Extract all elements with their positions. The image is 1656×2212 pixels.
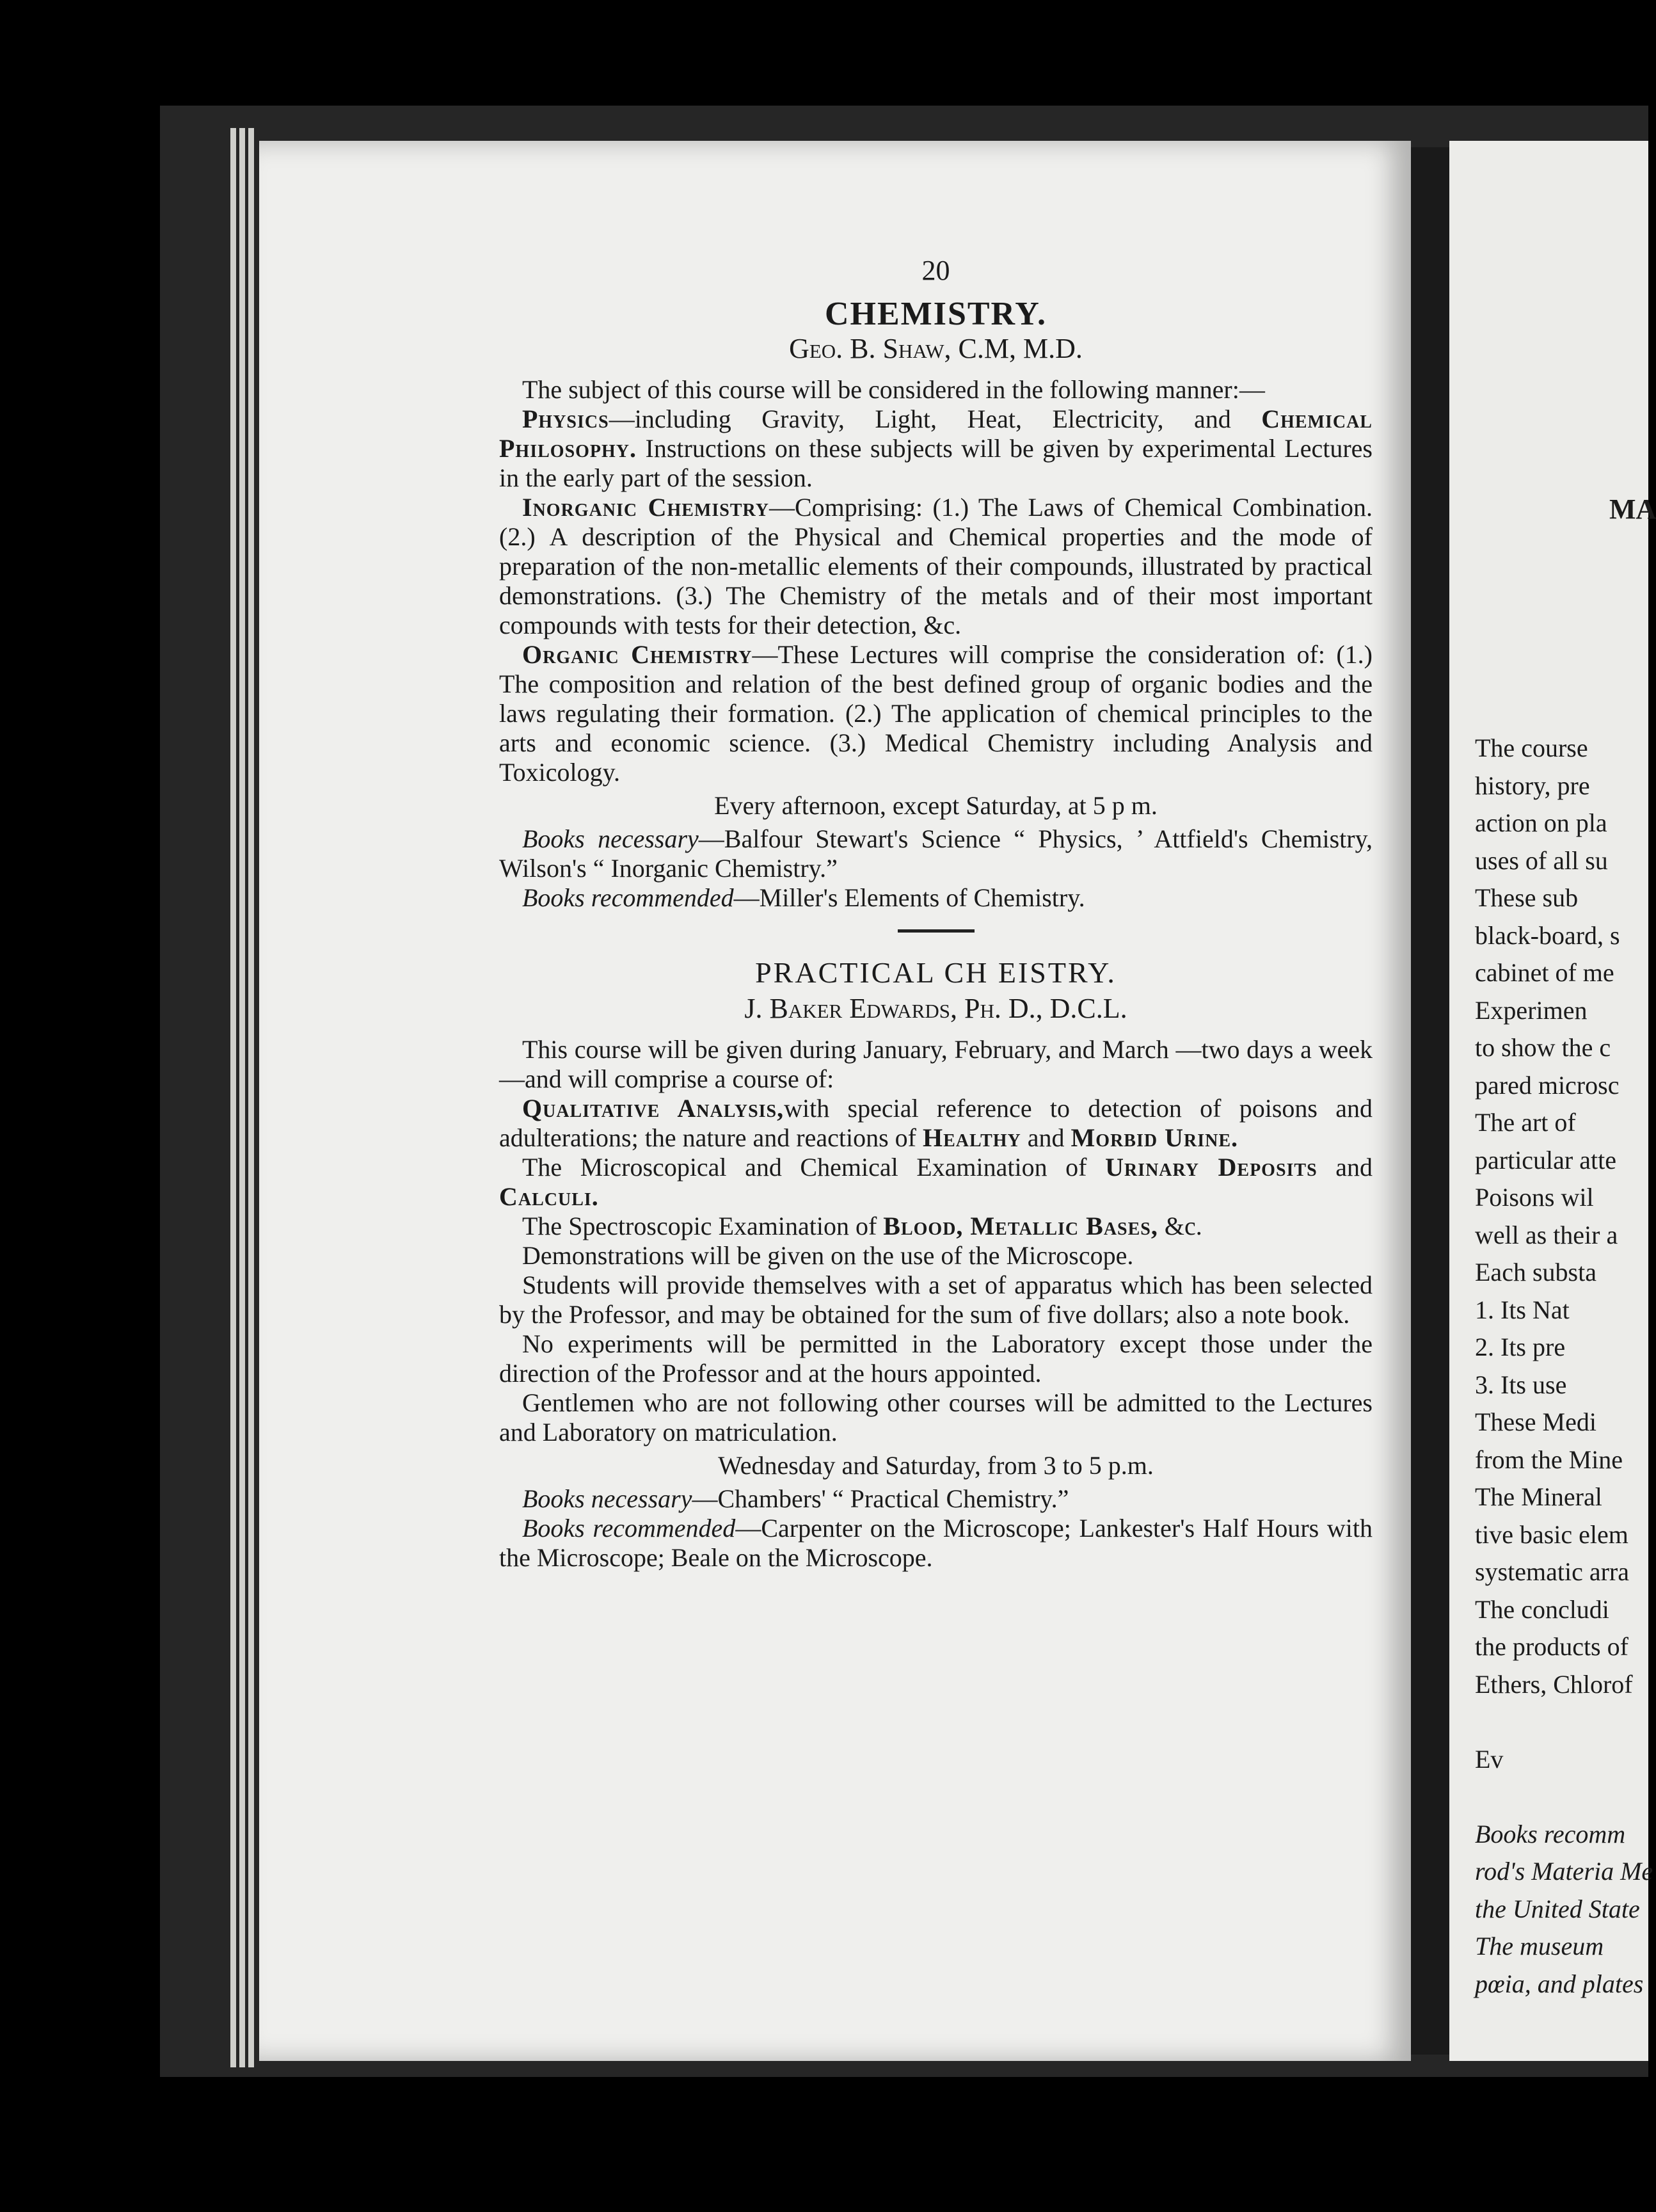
- organic-paragraph: [499, 640, 1373, 787]
- right-page-line: Each substa: [1475, 1258, 1596, 1286]
- right-page-line: Poisons wil: [1475, 1183, 1594, 1212]
- right-page-line: The art of: [1475, 1108, 1576, 1137]
- chemistry-schedule: Every afternoon, except Saturday, at 5 p m.: [714, 791, 1158, 820]
- qualitative-text: with special reference to detection of poisons and adulterations; the nature and reactions of: [499, 1094, 1373, 1152]
- physics-label: Physics: [522, 405, 609, 433]
- right-page-line: to show the c: [1475, 1033, 1611, 1062]
- books-necessary-text: —Balfour Stewart's Science “ Physics, ’ Attfield's Chemistry, Wilson's “ Inorganic Chemistry.”: [499, 824, 1373, 883]
- demonstrations-paragraph: Demonstrations will be given on the use of the Microscope.: [522, 1241, 1134, 1270]
- inorganic-label: Inorganic Chemistry: [522, 493, 769, 522]
- right-page-line: Ev: [1475, 1744, 1504, 1774]
- books-necessary-label: Books necessary: [522, 824, 699, 853]
- urinary-deposits-label: Urinary Deposits: [1105, 1153, 1318, 1182]
- spectroscopic-paragraph: [499, 1212, 1373, 1241]
- right-page-line: from the Mine: [1475, 1445, 1623, 1474]
- chemistry-title: CHEMISTRY.: [824, 296, 1047, 332]
- chemistry-intro: The subject of this course will be considered in the following manner:—: [522, 375, 1265, 404]
- practical-title: PRACTICAL CH EISTRY.: [755, 956, 1117, 989]
- qualitative-label: Qualitative Analysis,: [522, 1094, 784, 1123]
- spectroscopic-end: &c.: [1158, 1212, 1202, 1240]
- right-page-line: The museum: [1475, 1932, 1604, 1960]
- chemical-philosophy-label: Chemical Philosophy.: [499, 405, 1373, 463]
- organic-text: —These Lectures will comprise the consideration of: (1.) The composition and relation of the best defined group of organic bodies and the laws regulating their formation. (2.) The application of chemical principles to the arts and economic science. (3.) Medical Chemistry including Analysis and Toxicology.: [499, 640, 1373, 787]
- right-page-line: uses of all su: [1475, 846, 1608, 875]
- right-page-line: the products of: [1475, 1632, 1628, 1661]
- right-page-line: rod's Materia Me: [1475, 1857, 1653, 1886]
- microscopical-paragraph: [499, 1153, 1373, 1212]
- right-page-line: These sub: [1475, 883, 1579, 912]
- chemistry-professor: Geo. B. Shaw, C.M, M.D.: [789, 333, 1083, 364]
- healthy-label: Healthy: [922, 1123, 1021, 1152]
- no-experiments-paragraph: No experiments will be permitted in the Laboratory except those under the direction of the Professor and at the hours appointed.: [499, 1329, 1373, 1388]
- and-text: and: [1021, 1123, 1071, 1152]
- right-page-line: Ethers, Chlorof: [1475, 1669, 1633, 1699]
- books-recommended-label: Books recommended: [522, 1514, 736, 1543]
- right-page: [1449, 141, 1656, 2061]
- right-page-line: well as their a: [1475, 1220, 1618, 1249]
- right-page-line: 2. Its pre: [1475, 1333, 1566, 1361]
- inorganic-paragraph: [499, 493, 1373, 640]
- right-page-line: the United State: [1475, 1894, 1640, 1923]
- right-page-line: The course: [1475, 733, 1588, 762]
- chemistry-books-necessary: [499, 824, 1373, 883]
- physics-text: —including Gravity, Light, Heat, Electricity, and: [609, 405, 1262, 433]
- right-page-line: Books recomm: [1475, 1819, 1626, 1848]
- books-recommended-text: —Miller's Elements of Chemistry.: [733, 883, 1085, 912]
- chemistry-books-recommended: [499, 883, 1373, 913]
- page-number: 20: [921, 255, 950, 286]
- practical-books-recommended: [499, 1514, 1373, 1573]
- qualitative-paragraph: [499, 1094, 1373, 1153]
- right-page-line: These Medi: [1475, 1407, 1596, 1436]
- right-page-line: 3. Its use: [1475, 1370, 1567, 1399]
- right-page-line: action on pla: [1475, 808, 1607, 837]
- organic-label: Organic Chemistry: [522, 640, 752, 669]
- left-page-text: [499, 256, 1373, 1573]
- right-page-line: pared microsc: [1475, 1070, 1620, 1100]
- books-recommended-label: Books recommended: [522, 883, 734, 912]
- practical-professor: J. Baker Edwards, Ph. D., D.C.L.: [744, 993, 1127, 1024]
- right-page-heading: MA: [1609, 493, 1656, 525]
- right-page-line: black-board, s: [1475, 920, 1620, 950]
- books-recommended-text: —Carpenter on the Microscope; Lankester's Half Hours with the Microscope; Beale on the Microscope.: [499, 1514, 1373, 1572]
- students-paragraph: Students will provide themselves with a set of apparatus which has been selected by the Professor, and may be obtained for the sum of five dollars; also a note book.: [499, 1270, 1373, 1329]
- right-page-line: cabinet of me: [1475, 958, 1614, 987]
- right-page-line: pœia, and plates: [1475, 1969, 1644, 1998]
- right-page-line: particular atte: [1475, 1145, 1616, 1174]
- page-edge: [248, 128, 254, 2067]
- right-page-line: Experimen: [1475, 995, 1588, 1025]
- physics-text-2: Instructions on these subjects will be given by experimental Lectures in the early part of the session.: [499, 434, 1373, 492]
- right-page-lines: [1475, 730, 1653, 2003]
- right-page-line: [1475, 1778, 1653, 1816]
- books-necessary-label: Books necessary: [522, 1484, 692, 1513]
- inorganic-text: —Comprising: (1.) The Laws of Chemical Combination. (2.) A description of the Physical and Chemical properties and the mode of preparation of the non-metallic elements of their compounds, illustrated by practical demonstrations. (3.) The Chemistry of the metals and of their most important compounds with tests for their detection, &c.: [499, 493, 1373, 639]
- page-edge: [239, 128, 245, 2067]
- right-page-line: The concludi: [1475, 1594, 1609, 1624]
- physics-paragraph: [499, 405, 1373, 493]
- right-page-line: [1475, 1703, 1653, 1741]
- practical-schedule: Wednesday and Saturday, from 3 to 5 p.m.: [718, 1451, 1154, 1480]
- right-page-line: systematic arra: [1475, 1557, 1629, 1586]
- practical-books-necessary: [499, 1484, 1373, 1514]
- right-page-line: The Mineral: [1475, 1482, 1602, 1511]
- blood-metallic-label: Blood, Metallic Bases,: [883, 1212, 1158, 1240]
- section-divider: [898, 929, 975, 933]
- right-page-line: history, pre: [1475, 771, 1590, 800]
- morbid-urine-label: Morbid Urine.: [1071, 1123, 1238, 1152]
- practical-para-1: This course will be given during January, February, and March —two days a week—and will comprise a course of:: [499, 1035, 1373, 1093]
- right-page-line: tive basic elem: [1475, 1519, 1628, 1549]
- books-necessary-text: —Chambers' “ Practical Chemistry.”: [692, 1484, 1069, 1513]
- page-edge: [230, 128, 236, 2067]
- book-gutter: [1411, 147, 1449, 2055]
- calculi-label: Calculi.: [499, 1182, 599, 1211]
- and-text-2: and: [1317, 1153, 1373, 1182]
- spectroscopic-text: The Spectroscopic Examination of: [522, 1212, 884, 1240]
- microscopical-text: The Microscopical and Chemical Examination of: [522, 1153, 1106, 1182]
- right-page-line: 1. Its Nat: [1475, 1295, 1570, 1324]
- gentlemen-paragraph: Gentlemen who are not following other courses will be admitted to the Lectures and Laboratory on matriculation.: [499, 1388, 1373, 1447]
